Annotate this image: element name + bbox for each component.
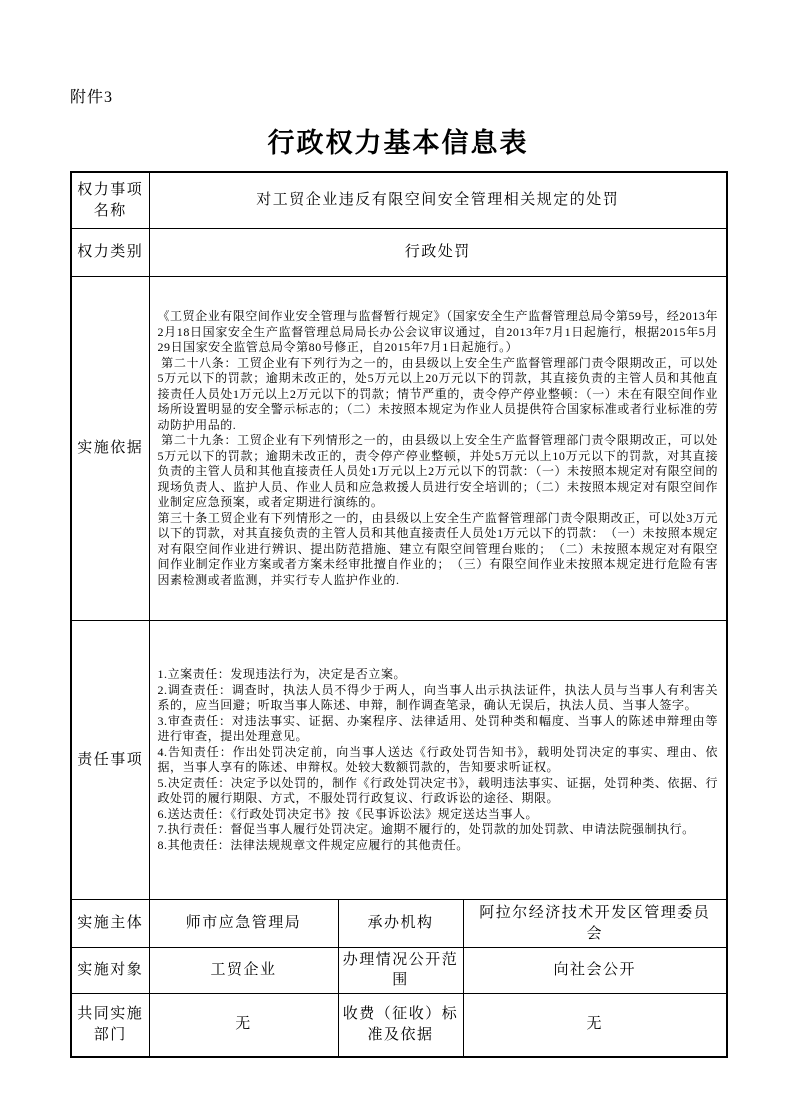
implementation-basis-label: 实施依据	[71, 277, 149, 621]
implementation-basis-text	[149, 277, 727, 621]
duty-item: 4.告知责任：作出处罚决定前，向当事人送达《行政处罚告知书》，载明处罚决定的事实、理由、依据，当事人享有的陈述、申辩权。处较大数额罚款的，告知要求听证权。	[157, 744, 718, 774]
attachment-note: 附件3	[70, 89, 114, 106]
duty-items-row	[71, 621, 727, 900]
duty-item: 8.其他责任：法律法规规章文件规定应履行的其他责任。	[157, 837, 469, 852]
basis-paragraph: 第二十九条：工贸企业有下列情形之一的，由县级以上安全生产监督管理部门责令限期改正，可以处5万元以下的罚款；逾期未改正的，责令停产停业整顿，并处5万元以上10万元以下的罚款，对其直接负责的主管人员和其他直接责任人员处1万元以上2万元以下的罚款：（一）未按照本规定对有限空间的现场负责人、监护人员、作业人员和应急救援人员进行安全培训的；（二）未按照本规定对有限空间作业制定应急预案，或者定期进行演练的。	[157, 433, 718, 509]
implementation-target-label: 实施对象	[71, 948, 149, 994]
basis-paragraph: 第三十条工贸企业有下列情形之一的，由县级以上安全生产监督管理部门责令限期改正，可以处3万元以下的罚款，对其直接负责的主管人员和其他直接责任人员处1万元以下的罚款： （一）未按照本规定对有限空间作业进行辨识、提出防范措施、建立有限空间管理台账的； （二）未按照本规定对有限空间作业制定作业方案或者方案未经审批擅自作业的； （三）有限空间作业未按照本规定进行危险有害因素检测或者监测，并实行专人监护作业的.	[157, 510, 718, 587]
implementation-target-row	[71, 948, 727, 994]
joint-department-value: 无	[149, 993, 338, 1057]
duty-items-text	[149, 621, 727, 900]
duty-item: 1.立案责任：发现违法行为，决定是否立案。	[157, 667, 407, 681]
power-category-value: 行政处罚	[149, 229, 727, 277]
power-name-value: 对工贸企业违反有限空间安全管理相关规定的处罚	[149, 172, 727, 229]
implementing-subject-label: 实施主体	[71, 900, 149, 948]
undertaking-agency-value: 阿拉尔经济技术开发区管理委员会	[463, 900, 727, 948]
power-category-label: 权力类别	[71, 229, 149, 277]
joint-implementation-row	[71, 993, 727, 1057]
info-table	[70, 171, 728, 1058]
power-name-label: 权力事项名称	[71, 172, 149, 229]
undertaking-agency-label: 承办机构	[338, 900, 463, 948]
implementing-subject-row	[71, 900, 727, 948]
implementing-subject-value: 师市应急管理局	[149, 900, 338, 948]
disclosure-scope-value: 向社会公开	[463, 948, 727, 994]
disclosure-scope-label: 办理情况公开范围	[338, 948, 463, 994]
page-title: 行政权力基本信息表	[267, 128, 529, 158]
power-name-row	[71, 172, 727, 229]
duty-item: 6.送达责任：《行政处罚决定书》按《民事诉讼法》规定送达当事人。	[157, 806, 539, 821]
duty-item: 7.执行责任：督促当事人履行处罚决定。逾期不履行的，处罚款的加处罚款、申请法院强制执行。	[157, 822, 695, 836]
implementation-target-value: 工贸企业	[149, 948, 338, 994]
duty-items-label: 责任事项	[71, 621, 149, 900]
duty-item: 5.决定责任：决定予以处罚的，制作《行政处罚决定书》，载明违法事实、证据，处罚种类、依据、行政处罚的履行期限、方式，不服处罚行政复议、行政诉讼的途径、期限。	[157, 775, 718, 805]
power-category-row	[71, 229, 727, 277]
joint-department-label: 共同实施部门	[71, 993, 149, 1057]
basis-paragraph: 《工贸企业有限空间作业安全管理与监督暂行规定》（国家安全生产监督管理总局令第59号，经2013年2月18日国家安全生产监督管理总局局长办公会议审议通过，自2013年7月1日起施行，根据2015年5月29日国家安全监管总局令第80号修正，自2015年7月1日起施行。）	[157, 309, 718, 354]
duty-item: 2.调查责任：调查时，执法人员不得少于两人，向当事人出示执法证件，执法人员与当事人有利害关系的，应当回避；听取当事人陈述、申辩，制作调查笔录，确认无误后，执法人员、当事人签字。	[157, 682, 718, 712]
duty-item: 3.审查责任：对违法事实、证据、办案程序、法律适用、处罚种类和幅度、当事人的陈述申辩理由等进行审查，提出处理意见。	[157, 713, 718, 743]
implementation-basis-row	[71, 277, 727, 621]
fee-standard-value: 无	[463, 993, 727, 1057]
basis-paragraph: 第二十八条：工贸企业有下列行为之一的，由县级以上安全生产监督管理部门责令限期改正，可以处5万元以下的罚款；逾期未改正的，处5万元以上20万元以下的罚款，其直接负责的主管人员和其他直接责任人员处1万元以上2万元以下的罚款；情节严重的，责令停产停业整顿：（一）未在有限空间作业场所设置明显的安全警示标志的；（二）未按照本规定为作业人员提供符合国家标准或者行业标准的劳动防护用品的.	[157, 355, 718, 432]
fee-standard-label: 收费（征收）标准及依据	[338, 993, 463, 1057]
